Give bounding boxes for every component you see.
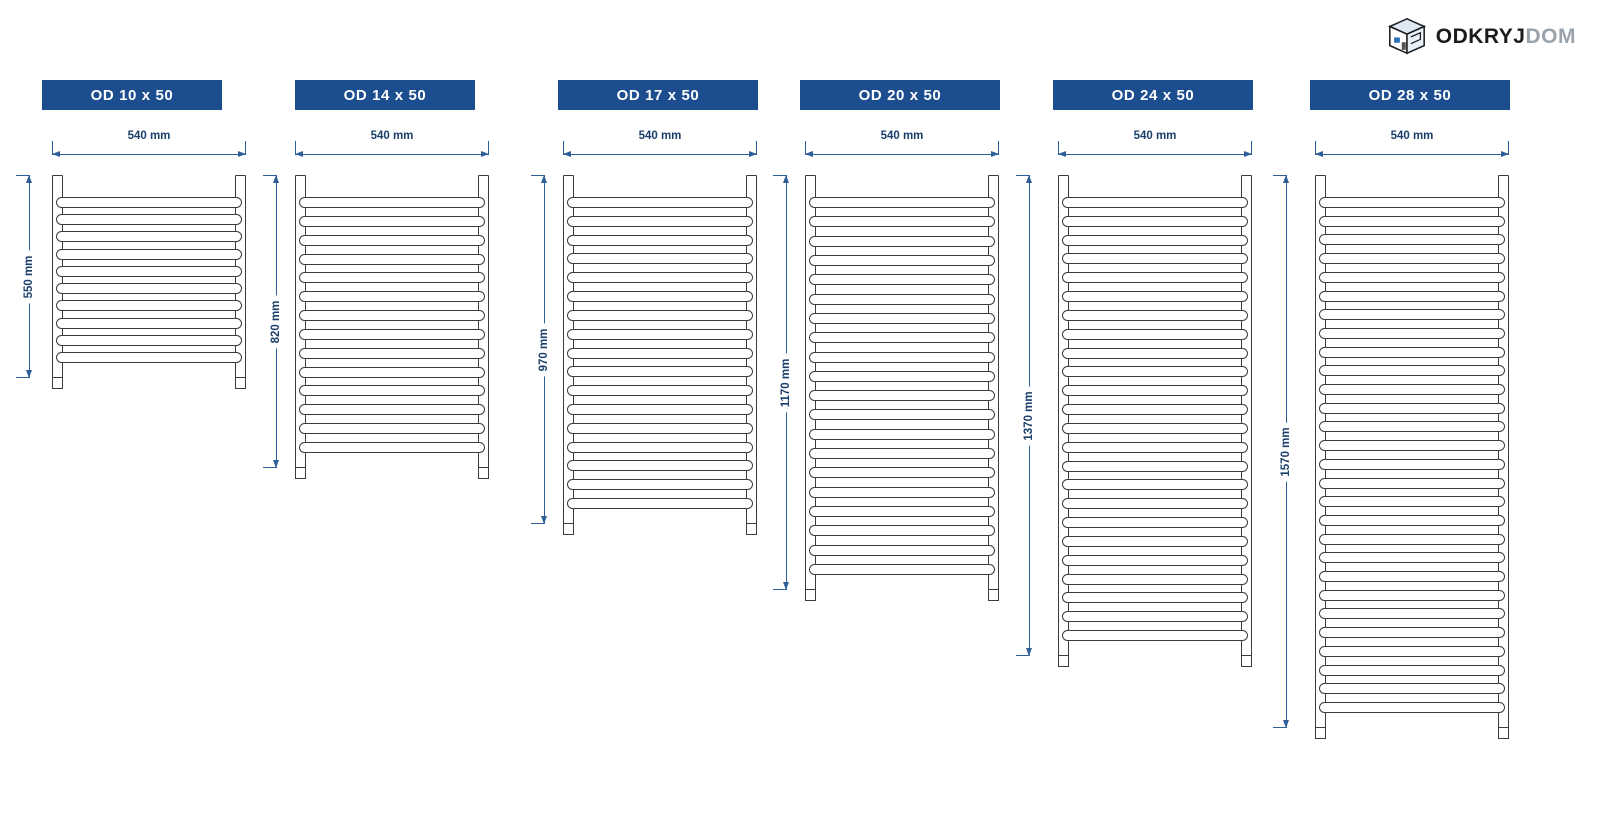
radiator-rung xyxy=(1319,365,1505,376)
radiator-rung xyxy=(1319,328,1505,339)
radiator-rung xyxy=(1062,574,1248,585)
radiator-rung xyxy=(1062,272,1248,283)
radiator-rung xyxy=(1062,536,1248,547)
height-label-od-17x50: 970 mm xyxy=(538,323,550,376)
radiator-rung xyxy=(809,545,995,556)
radiator-rung xyxy=(809,564,995,575)
radiator-rung xyxy=(1319,291,1505,302)
radiator-rung xyxy=(809,371,995,382)
radiator-foot-left xyxy=(1058,655,1069,667)
model-title-od-28x50: OD 28 x 50 xyxy=(1310,80,1510,110)
radiator-rung xyxy=(809,448,995,459)
radiator-foot-right xyxy=(478,467,489,479)
height-dimension-od-20x50 xyxy=(779,175,793,590)
radiator-rung xyxy=(567,442,753,453)
radiator-rung xyxy=(809,352,995,363)
width-dimension-od-28x50 xyxy=(1315,130,1509,161)
radiator-rung xyxy=(567,404,753,415)
radiator-rung xyxy=(299,254,485,265)
radiator-rung xyxy=(1319,496,1505,507)
radiator-rung xyxy=(56,335,242,346)
radiator-rung xyxy=(299,404,485,415)
model-column-od-28x50 xyxy=(1250,0,1600,823)
radiator-rung xyxy=(809,332,995,343)
radiator-rung xyxy=(1319,552,1505,563)
radiator-rung xyxy=(1062,197,1248,208)
radiator-rung xyxy=(1062,348,1248,359)
radiator-rung xyxy=(1062,611,1248,622)
model-title-od-20x50: OD 20 x 50 xyxy=(800,80,1000,110)
radiator-rung xyxy=(1062,329,1248,340)
radiator-drawing-od-17x50 xyxy=(563,175,757,524)
radiator-rung xyxy=(299,442,485,453)
model-column-od-17x50 xyxy=(510,0,755,823)
radiator-rung xyxy=(299,367,485,378)
radiator-rung xyxy=(1319,683,1505,694)
radiator-rung xyxy=(1319,421,1505,432)
radiator-rung xyxy=(1319,459,1505,470)
radiator-rung xyxy=(299,216,485,227)
height-dimension-od-10x50 xyxy=(22,175,36,378)
radiator-foot-right xyxy=(988,589,999,601)
model-column-od-10x50 xyxy=(0,0,265,823)
radiator-foot-right xyxy=(1498,727,1509,739)
width-label-od-10x50: 540 mm xyxy=(123,130,176,142)
radiator-rung xyxy=(56,249,242,260)
width-label-od-20x50: 540 mm xyxy=(876,130,929,142)
width-label-od-24x50: 540 mm xyxy=(1129,130,1182,142)
model-title-od-14x50: OD 14 x 50 xyxy=(295,80,475,110)
radiator-rung xyxy=(1319,608,1505,619)
radiator-rung xyxy=(1319,272,1505,283)
height-label-od-10x50: 550 mm xyxy=(23,250,35,303)
model-title-od-17x50: OD 17 x 50 xyxy=(558,80,758,110)
height-dimension-od-24x50 xyxy=(1022,175,1036,656)
radiator-rung xyxy=(809,294,995,305)
radiator-rung xyxy=(567,329,753,340)
radiator-rung xyxy=(567,366,753,377)
radiator-rung xyxy=(1062,385,1248,396)
radiator-rung xyxy=(299,348,485,359)
radiator-rung xyxy=(56,214,242,225)
radiator-rung xyxy=(1319,216,1505,227)
radiator-rung xyxy=(809,467,995,478)
radiator-rung xyxy=(1319,627,1505,638)
radiator-foot-right xyxy=(235,377,246,389)
model-title-od-24x50: OD 24 x 50 xyxy=(1053,80,1253,110)
radiator-rung xyxy=(1319,590,1505,601)
height-dimension-od-28x50 xyxy=(1279,175,1293,728)
radiator-foot-left xyxy=(52,377,63,389)
model-title-od-10x50: OD 10 x 50 xyxy=(42,80,222,110)
radiator-rung xyxy=(1062,442,1248,453)
radiator-rung xyxy=(567,479,753,490)
radiator-rung xyxy=(567,216,753,227)
height-dimension-od-17x50 xyxy=(537,175,551,524)
radiator-rung xyxy=(1319,253,1505,264)
logo-word-primary: ODKRYJ xyxy=(1435,25,1526,48)
radiator-rung xyxy=(809,487,995,498)
width-dimension-od-20x50 xyxy=(805,130,999,161)
width-dimension-od-14x50 xyxy=(295,130,489,161)
width-dimension-od-24x50 xyxy=(1058,130,1252,161)
radiator-drawing-od-14x50 xyxy=(295,175,489,468)
radiator-drawing-od-20x50 xyxy=(805,175,999,590)
radiator-rung xyxy=(1062,235,1248,246)
radiator-rung xyxy=(299,291,485,302)
radiator-rung xyxy=(1062,461,1248,472)
radiator-rung xyxy=(809,429,995,440)
logo-word-secondary: DOM xyxy=(1525,25,1576,48)
width-label-od-28x50: 540 mm xyxy=(1386,130,1439,142)
radiator-rung xyxy=(56,318,242,329)
radiator-rung xyxy=(809,313,995,324)
radiator-rung xyxy=(1319,197,1505,208)
radiator-rung xyxy=(56,197,242,208)
radiator-rung xyxy=(1319,515,1505,526)
radiator-drawing-od-24x50 xyxy=(1058,175,1252,656)
radiator-rung xyxy=(1062,310,1248,321)
radiator-rung xyxy=(56,352,242,363)
radiator-rung xyxy=(1319,403,1505,414)
radiator-rung xyxy=(299,329,485,340)
radiator-rung xyxy=(809,525,995,536)
radiator-rung xyxy=(1062,630,1248,641)
radiator-rung xyxy=(299,197,485,208)
radiator-rung xyxy=(1319,384,1505,395)
radiator-rung xyxy=(299,385,485,396)
radiator-rung xyxy=(567,498,753,509)
radiator-rung xyxy=(567,235,753,246)
radiator-rung xyxy=(809,236,995,247)
radiator-rung xyxy=(56,300,242,311)
width-label-od-17x50: 540 mm xyxy=(634,130,687,142)
radiator-rung xyxy=(299,272,485,283)
radiator-foot-left xyxy=(295,467,306,479)
radiator-rung xyxy=(1062,479,1248,490)
radiator-drawing-od-28x50 xyxy=(1315,175,1509,728)
radiator-rung xyxy=(1062,423,1248,434)
radiator-rung xyxy=(56,266,242,277)
radiator-rung xyxy=(1062,291,1248,302)
radiator-rung xyxy=(567,197,753,208)
radiator-rung xyxy=(1062,216,1248,227)
radiator-rung xyxy=(56,231,242,242)
radiator-rung xyxy=(1062,404,1248,415)
width-label-od-14x50: 540 mm xyxy=(366,130,419,142)
radiator-rung xyxy=(1062,555,1248,566)
radiator-rung xyxy=(299,310,485,321)
radiator-rung xyxy=(1319,702,1505,713)
radiator-rung xyxy=(1319,234,1505,245)
radiator-rung xyxy=(567,291,753,302)
radiator-rung xyxy=(809,216,995,227)
radiator-rung xyxy=(1319,571,1505,582)
radiator-rung xyxy=(567,385,753,396)
radiator-rung xyxy=(1062,253,1248,264)
radiator-rung xyxy=(299,423,485,434)
radiator-rung xyxy=(1062,366,1248,377)
radiator-rung xyxy=(809,274,995,285)
radiator-rung xyxy=(1319,440,1505,451)
width-dimension-od-17x50 xyxy=(563,130,757,161)
radiator-rung xyxy=(567,310,753,321)
radiator-rung xyxy=(809,506,995,517)
radiator-rung xyxy=(567,460,753,471)
radiator-rung xyxy=(809,255,995,266)
radiator-rung xyxy=(1319,347,1505,358)
radiator-foot-left xyxy=(563,523,574,535)
width-dimension-od-10x50 xyxy=(52,130,246,161)
radiator-foot-left xyxy=(1315,727,1326,739)
radiator-rung xyxy=(1062,498,1248,509)
radiator-rung xyxy=(809,409,995,420)
radiator-rung xyxy=(1062,517,1248,528)
radiator-rung xyxy=(1062,592,1248,603)
radiator-rung xyxy=(567,423,753,434)
height-label-od-24x50: 1370 mm xyxy=(1023,386,1035,445)
radiator-rung xyxy=(1319,646,1505,657)
radiator-rung xyxy=(809,197,995,208)
radiator-drawing-od-10x50 xyxy=(52,175,246,378)
height-label-od-28x50: 1570 mm xyxy=(1280,422,1292,481)
model-column-od-20x50 xyxy=(755,0,1000,823)
radiator-rung xyxy=(56,283,242,294)
height-dimension-od-14x50 xyxy=(269,175,283,468)
radiator-rung xyxy=(1319,534,1505,545)
radiator-rung xyxy=(567,348,753,359)
radiator-rung xyxy=(567,272,753,283)
radiator-rung xyxy=(809,390,995,401)
radiator-rung xyxy=(299,235,485,246)
height-label-od-14x50: 820 mm xyxy=(270,295,282,348)
radiator-rung xyxy=(567,253,753,264)
radiator-foot-left xyxy=(805,589,816,601)
radiator-rung xyxy=(1319,665,1505,676)
model-column-od-24x50 xyxy=(1000,0,1250,823)
model-column-od-14x50 xyxy=(265,0,510,823)
radiator-rung xyxy=(1319,309,1505,320)
height-label-od-20x50: 1170 mm xyxy=(780,353,792,412)
radiator-rung xyxy=(1319,478,1505,489)
